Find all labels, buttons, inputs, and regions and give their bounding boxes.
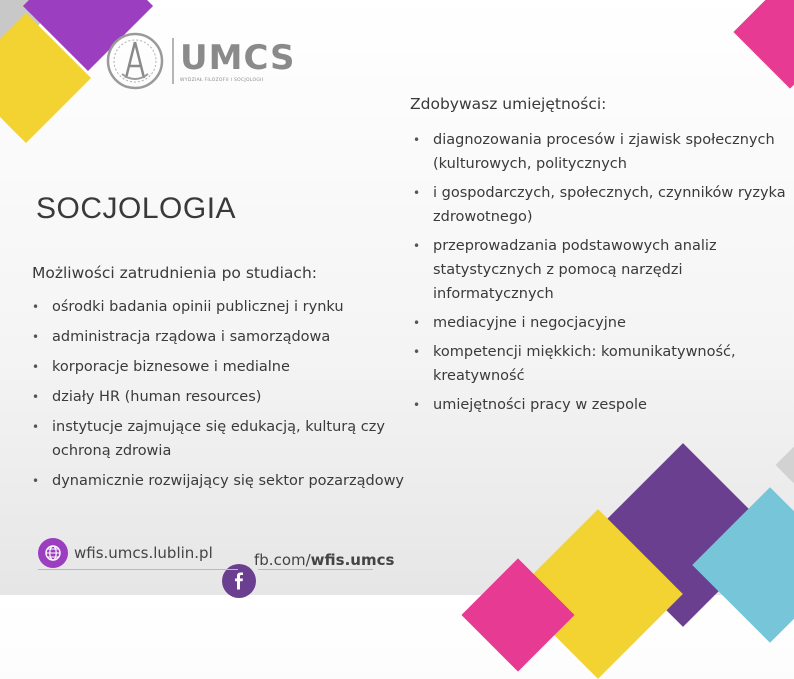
list-item: • diagnozowania procesów i zjawisk społecznych (kulturowych, politycznych [411, 128, 791, 176]
list-item: • dynamicznie rozwijający się sektor pozarządowy [30, 469, 410, 493]
decor-pink-diamond [733, 0, 794, 89]
facebook-prefix: fb.com/ [254, 551, 311, 569]
umcs-logo [104, 30, 296, 92]
list-item: • przeprowadzania podstawowych analiz statystycznych z pomocą narzędzi informatycznych [411, 234, 791, 306]
logo-divider [172, 38, 174, 84]
list-item: • i gospodarczych, społecznych, czynników ryzyka zdrowotnego) [411, 181, 791, 229]
list-item: • umiejętności pracy w zespole [411, 393, 791, 417]
globe-icon [38, 538, 68, 568]
list-item: • korporacje biznesowe i medialne [30, 355, 410, 379]
list-item: • ośrodki badania opinii publicznej i rynku [30, 295, 410, 319]
footer-website[interactable] [38, 538, 213, 568]
footer-line-left [38, 569, 238, 570]
list-item: • instytucje zajmujące się edukacją, kulturą czy ochroną zdrowia [30, 415, 410, 463]
list-item: • kompetencji miękkich: komunikatywność, kreatywność [411, 340, 791, 388]
employment-list [30, 295, 410, 499]
list-item: • administracja rządowa i samorządowa [30, 325, 410, 349]
list-item: • mediacyjne i negocjacyjne [411, 311, 791, 335]
umcs-emblem-icon [104, 30, 166, 92]
skills-list [411, 128, 791, 422]
footer-line-right [258, 569, 373, 570]
logo-name: UMCS [180, 37, 296, 78]
footer-facebook[interactable] [222, 538, 394, 598]
facebook-handle: wfis.umcs [310, 551, 395, 569]
employment-heading: Możliwości zatrudnienia po studiach: [32, 264, 318, 282]
facebook-link[interactable] [254, 551, 394, 569]
page-title: SOCJOLOGIA [36, 192, 237, 225]
website-link[interactable]: wfis.umcs.lublin.pl [74, 544, 213, 562]
logo-text [180, 37, 296, 83]
list-item: • działy HR (human resources) [30, 385, 410, 409]
skills-heading: Zdobywasz umiejętności: [410, 95, 607, 113]
logo-subtitle: WYDZIAŁ FILOZOFII I SOCJOLOGII [180, 77, 264, 83]
